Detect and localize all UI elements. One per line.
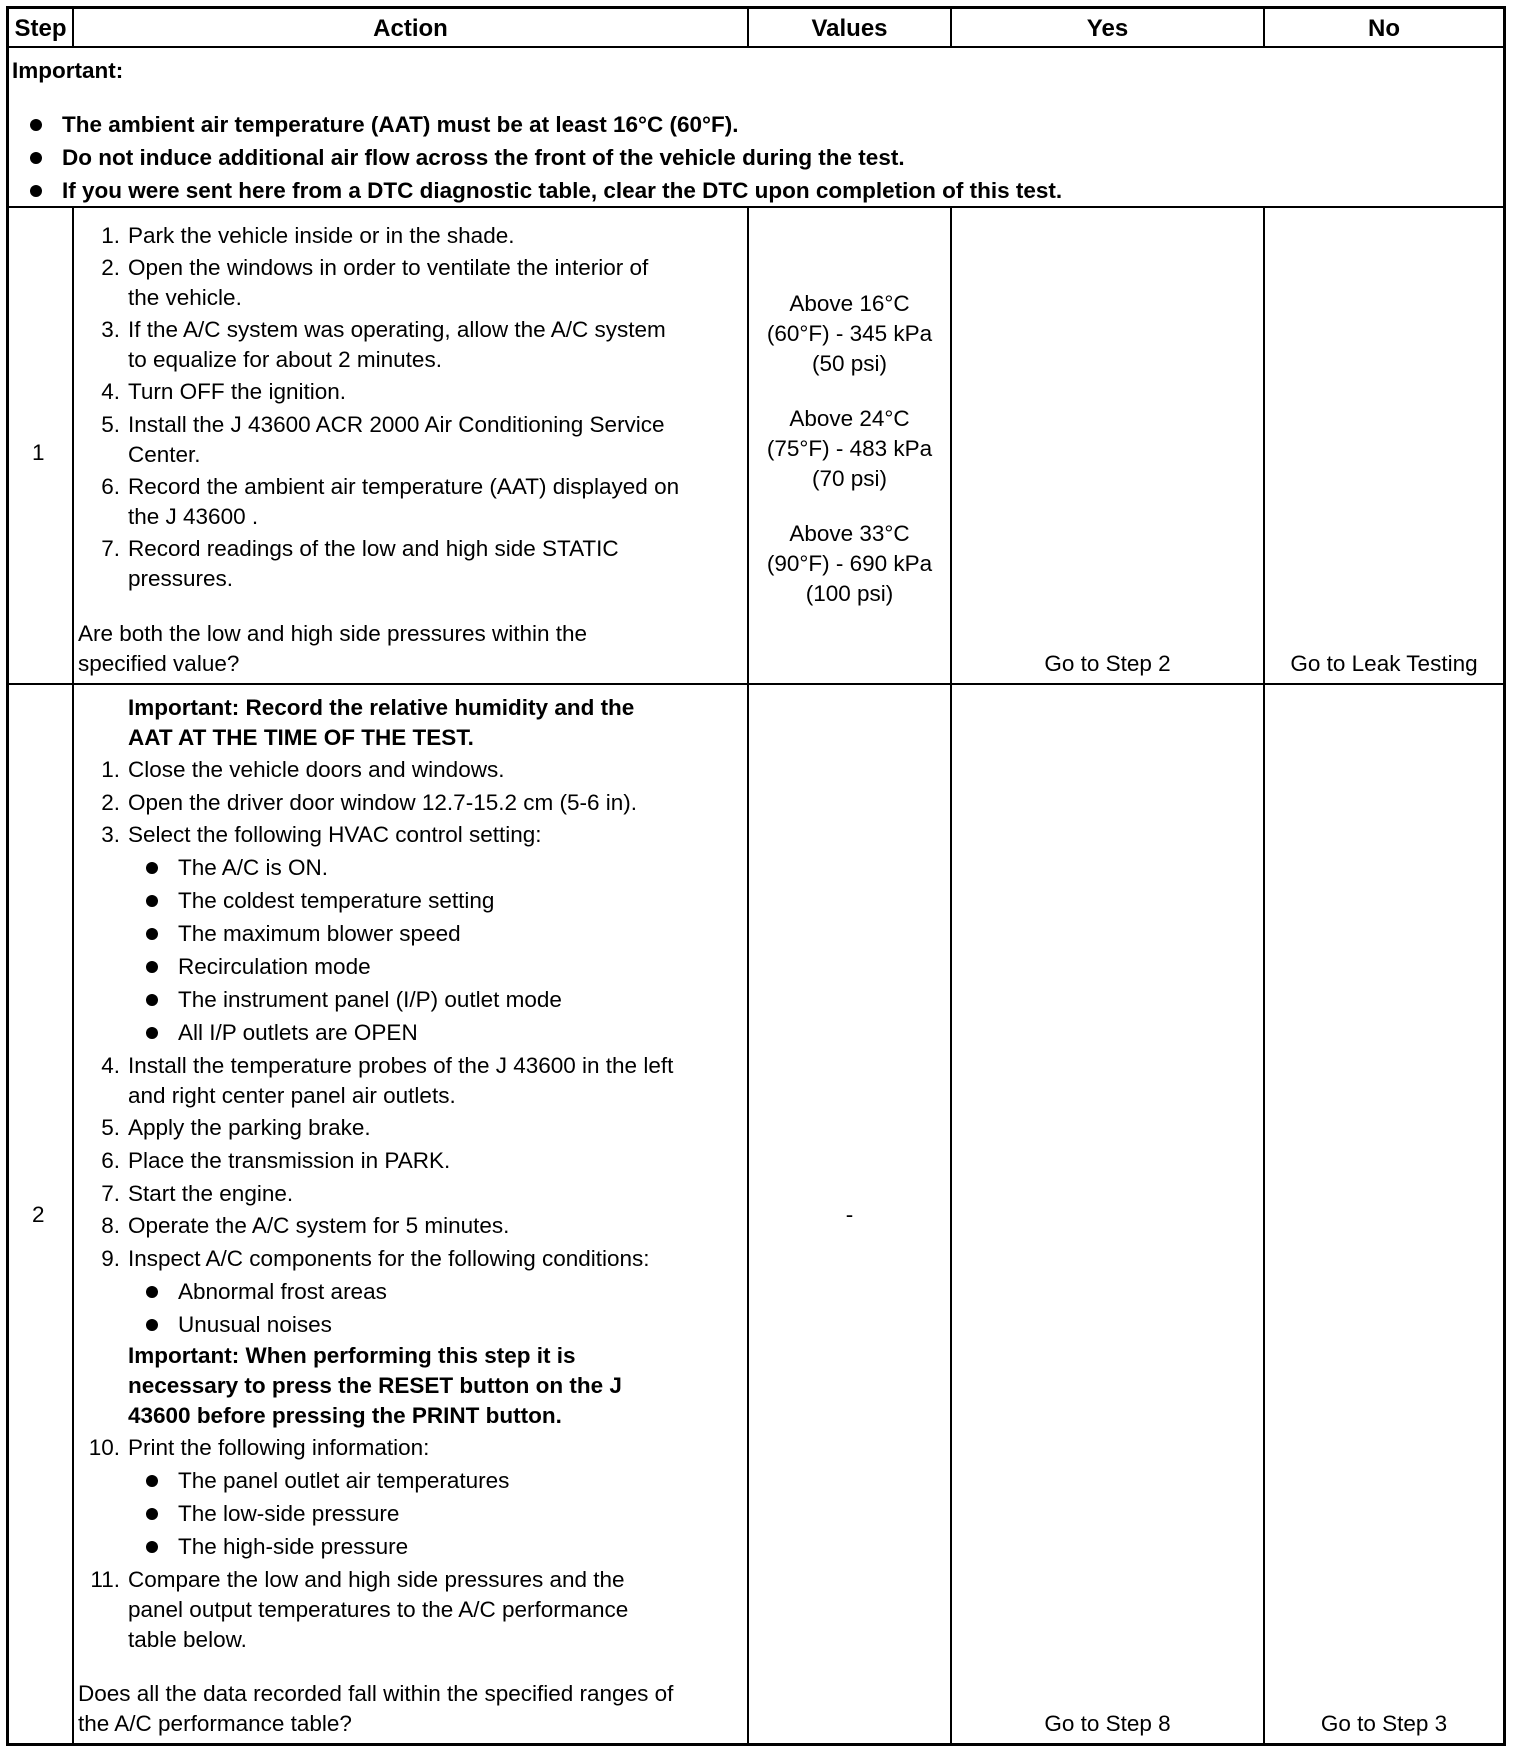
step1-no: Go to Leak Testing	[1290, 651, 1478, 676]
bullet-icon	[30, 152, 42, 164]
hvac-bullet: All I/P outlets are OPEN	[178, 1020, 418, 1045]
list-number: 10.	[88, 1435, 120, 1460]
list-item: Operate the A/C system for 5 minutes.	[128, 1213, 510, 1238]
bullet-icon	[146, 1541, 158, 1553]
list-item-cont: Center.	[128, 442, 201, 467]
list-number: 4.	[101, 379, 120, 404]
bullet-icon	[146, 928, 158, 940]
list-item-cont: pressures.	[128, 566, 234, 591]
hvac-bullet: The instrument panel (I/P) outlet mode	[178, 987, 562, 1012]
step2-no: Go to Step 3	[1320, 1711, 1448, 1736]
step-number-2: 2	[32, 1202, 45, 1227]
list-item-cont: to equalize for about 2 minutes.	[128, 347, 442, 372]
bullet-icon	[146, 862, 158, 874]
header-action: Action	[373, 14, 448, 42]
bullet-icon	[146, 1475, 158, 1487]
list-item: Compare the low and high side pressures and the	[128, 1567, 625, 1592]
list-item: If the A/C system was operating, allow the A/C system	[128, 317, 666, 342]
value-line: (100 psi)	[805, 581, 894, 606]
list-item: Record the ambient air temperature (AAT) displayed on	[128, 474, 680, 499]
step-number-1: 1	[32, 440, 45, 465]
step1-yes: Go to Step 2	[1044, 651, 1171, 676]
list-number: 1.	[101, 757, 120, 782]
list-number: 11.	[90, 1567, 120, 1592]
list-item: Close the vehicle doors and windows.	[128, 757, 505, 782]
list-item: Open the windows in order to ventilate the interior of	[128, 255, 649, 280]
row-divider-important	[6, 206, 1506, 208]
print-bullet: The panel outlet air temperatures	[178, 1468, 510, 1493]
list-number: 2.	[101, 790, 120, 815]
col-divider-values	[950, 206, 952, 1746]
header-step: Step	[14, 14, 67, 42]
step1-question-cont: specified value?	[78, 651, 240, 676]
list-number: 2.	[101, 255, 120, 280]
col-divider-yes	[1263, 206, 1265, 1746]
header-values: Values	[811, 14, 888, 42]
list-number: 3.	[101, 317, 120, 342]
list-number: 3.	[101, 822, 120, 847]
list-item: Apply the parking brake.	[128, 1115, 371, 1140]
list-item-cont: the J 43600 .	[128, 504, 259, 529]
bullet-icon	[146, 1508, 158, 1520]
list-item: Turn OFF the ignition.	[128, 379, 347, 404]
list-number: 6.	[101, 1148, 120, 1173]
list-item: Park the vehicle inside or in the shade.	[128, 223, 515, 248]
step2-question: Does all the data recorded fall within the specified ranges of	[78, 1681, 674, 1706]
value-line: Above 16°C	[789, 291, 910, 316]
inspect-bullet: Unusual noises	[178, 1312, 332, 1337]
step2-values: -	[845, 1202, 854, 1227]
hvac-bullet: The maximum blower speed	[178, 921, 461, 946]
list-item: Select the following HVAC control setting:	[128, 822, 542, 847]
list-number: 7.	[101, 536, 120, 561]
hvac-bullet: Recirculation mode	[178, 954, 371, 979]
header-no: No	[1368, 14, 1400, 42]
bullet-icon	[146, 994, 158, 1006]
list-item: Open the driver door window 12.7-15.2 cm (5-6 in).	[128, 790, 637, 815]
bullet-icon	[30, 119, 42, 131]
value-line: Above 33°C	[789, 521, 910, 546]
step2-question-cont: the A/C performance table?	[78, 1711, 352, 1736]
value-line: (90°F) - 690 kPa	[766, 551, 933, 576]
value-line: (75°F) - 483 kPa	[766, 436, 933, 461]
value-line: (50 psi)	[811, 351, 888, 376]
value-line: (70 psi)	[811, 466, 888, 491]
step2-important-2-cont: 43600 before pressing the PRINT button.	[128, 1403, 562, 1428]
bullet-icon	[146, 1319, 158, 1331]
step2-important-1: Important: Record the relative humidity and the	[128, 695, 635, 720]
hvac-bullet: The coldest temperature setting	[178, 888, 495, 913]
inspect-bullet: Abnormal frost areas	[178, 1279, 387, 1304]
hvac-bullet: The A/C is ON.	[178, 855, 329, 880]
important-bullet-1: The ambient air temperature (AAT) must be at least 16°C (60°F).	[62, 112, 739, 137]
list-item: Start the engine.	[128, 1181, 294, 1206]
list-number: 5.	[101, 412, 120, 437]
row-divider-step1	[6, 683, 1506, 685]
step2-important-2: Important: When performing this step it is	[128, 1343, 576, 1368]
bullet-icon	[30, 185, 42, 197]
print-bullet: The low-side pressure	[178, 1501, 400, 1526]
list-item-cont: the vehicle.	[128, 285, 242, 310]
step2-important-1-cont: AAT AT THE TIME OF THE TEST.	[128, 725, 474, 750]
list-item: Install the J 43600 ACR 2000 Air Conditioning Service	[128, 412, 665, 437]
list-number: 6.	[101, 474, 120, 499]
col-divider-step	[72, 206, 74, 1746]
list-number: 5.	[101, 1115, 120, 1140]
list-item: Inspect A/C components for the following conditions:	[128, 1246, 650, 1271]
step2-important-2-cont: necessary to press the RESET button on the J	[128, 1373, 622, 1398]
header-yes: Yes	[1086, 14, 1129, 42]
bullet-icon	[146, 1027, 158, 1039]
list-number: 7.	[101, 1181, 120, 1206]
list-number: 1.	[101, 223, 120, 248]
list-item: Print the following information:	[128, 1435, 430, 1460]
list-item: Record readings of the low and high side STATIC	[128, 536, 619, 561]
list-item-cont: panel output temperatures to the A/C performance	[128, 1597, 629, 1622]
print-bullet: The high-side pressure	[178, 1534, 409, 1559]
important-bullet-2: Do not induce additional air flow across the front of the vehicle during the test.	[62, 145, 905, 170]
bullet-icon	[146, 1286, 158, 1298]
step1-question: Are both the low and high side pressures within the	[78, 621, 588, 646]
list-item: Place the transmission in PARK.	[128, 1148, 451, 1173]
list-number: 9.	[101, 1246, 120, 1271]
important-bullet-3: If you were sent here from a DTC diagnostic table, clear the DTC upon completion of this test.	[62, 178, 1063, 203]
list-item: Install the temperature probes of the J 43600 in the left	[128, 1053, 674, 1078]
list-item-cont: and right center panel air outlets.	[128, 1083, 456, 1108]
bullet-icon	[146, 895, 158, 907]
value-line: (60°F) - 345 kPa	[766, 321, 933, 346]
list-number: 4.	[101, 1053, 120, 1078]
list-number: 8.	[101, 1213, 120, 1238]
value-line: Above 24°C	[789, 406, 910, 431]
bullet-icon	[146, 961, 158, 973]
list-item-cont: table below.	[128, 1627, 247, 1652]
important-title: Important:	[12, 58, 124, 83]
step2-yes: Go to Step 8	[1044, 1711, 1171, 1736]
